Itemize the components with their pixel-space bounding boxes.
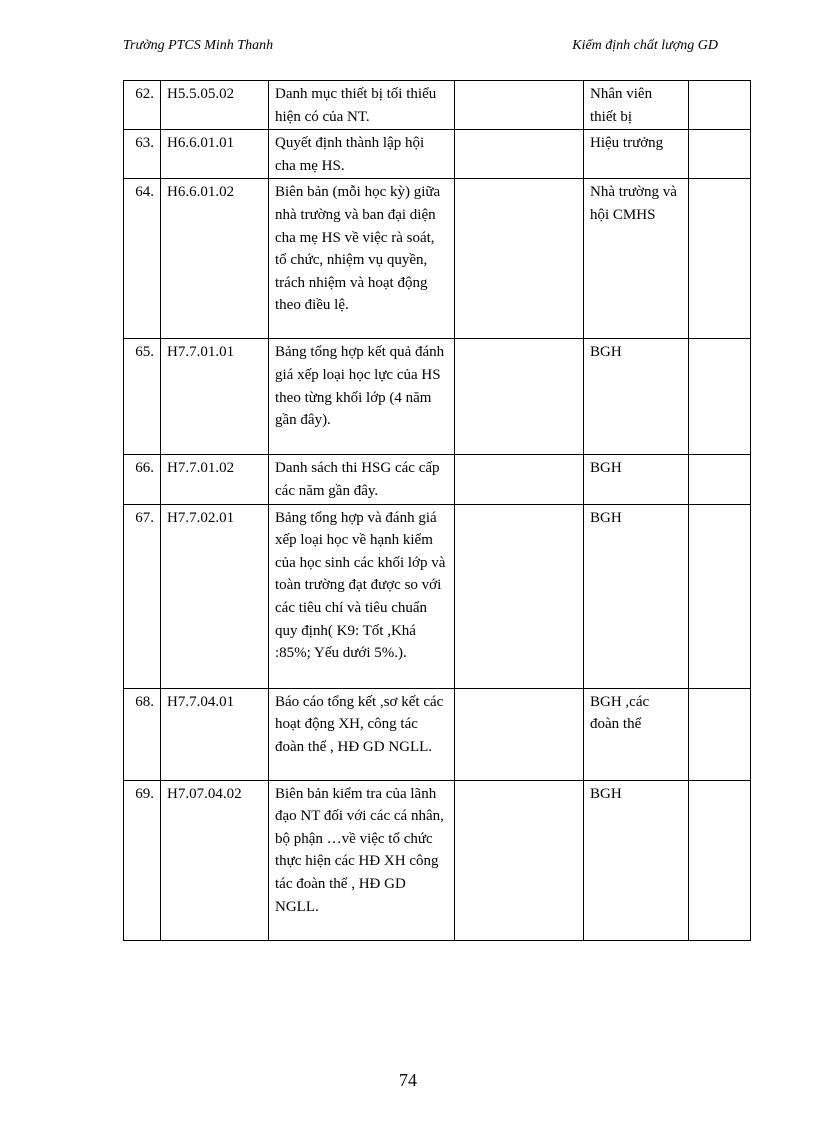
evidence-code: H6.6.01.02: [161, 179, 269, 339]
evidence-code: H7.07.04.02: [161, 780, 269, 940]
table-row: [124, 504, 751, 688]
evidence-note: [455, 339, 584, 455]
evidence-code: H7.7.04.01: [161, 688, 269, 780]
row-number: 68.: [124, 688, 161, 780]
evidence-code: H7.7.01.02: [161, 455, 269, 504]
evidence-note: [455, 130, 584, 179]
row-number: 66.: [124, 455, 161, 504]
page-number: 74: [399, 1070, 417, 1090]
evidence-source: BGH: [584, 455, 689, 504]
evidence-description: Bảng tổng hợp kết quả đánh giá xếp loại học lực của HS theo từng khối lớp (4 năm gần đây).: [269, 339, 455, 455]
evidence-note: [455, 179, 584, 339]
evidence-source: BGH: [584, 504, 689, 688]
evidence-source: Nhân viên thiết bị: [584, 81, 689, 130]
evidence-extra: [689, 130, 751, 179]
evidence-code: H7.7.01.01: [161, 339, 269, 455]
row-number: 67.: [124, 504, 161, 688]
table-row: [124, 179, 751, 339]
evidence-description: Báo cáo tổng kết ,sơ kết các hoạt động XH, công tác đoàn thể , HĐ GD NGLL.: [269, 688, 455, 780]
evidence-description: Danh sách thi HSG các cấp các năm gần đây.: [269, 455, 455, 504]
table-row: [124, 130, 751, 179]
header-school-name: Trường PTCS Minh Thanh: [123, 38, 274, 53]
evidence-note: [455, 688, 584, 780]
table-row: [124, 455, 751, 504]
evidence-extra: [689, 504, 751, 688]
table-row: [124, 81, 751, 130]
header-document-title: Kiểm định chất lượng GD: [572, 38, 718, 53]
table-row: [124, 339, 751, 455]
evidence-note: [455, 504, 584, 688]
row-number: 69.: [124, 780, 161, 940]
evidence-table: [123, 80, 751, 941]
evidence-source: BGH ,các đoàn thể: [584, 688, 689, 780]
evidence-description: Danh mục thiết bị tối thiểu hiện có của NT.: [269, 81, 455, 130]
evidence-extra: [689, 780, 751, 940]
evidence-extra: [689, 81, 751, 130]
evidence-source: BGH: [584, 780, 689, 940]
evidence-description: Quyết định thành lập hội cha mẹ HS.: [269, 130, 455, 179]
row-number: 62.: [124, 81, 161, 130]
evidence-source: Hiệu trưởng: [584, 130, 689, 179]
row-number: 64.: [124, 179, 161, 339]
evidence-extra: [689, 455, 751, 504]
table-row: [124, 780, 751, 940]
evidence-description: Biên bản (mỗi học kỳ) giữa nhà trường và ban đại diện cha mẹ HS về việc rà soát, tổ chức, nhiệm vụ quyền, trách nhiệm và hoạt động theo điều lệ.: [269, 179, 455, 339]
evidence-note: [455, 780, 584, 940]
evidence-extra: [689, 179, 751, 339]
evidence-extra: [689, 688, 751, 780]
evidence-description: Bảng tổng hợp và đánh giá xếp loại học về hạnh kiểm của học sinh các khối lớp và toàn trường đạt được so với các tiêu chí và tiêu chuẩn quy định( K9: Tốt ,Khá :85%; Yếu dưới 5%.).: [269, 504, 455, 688]
evidence-extra: [689, 339, 751, 455]
evidence-source: BGH: [584, 339, 689, 455]
row-number: 65.: [124, 339, 161, 455]
page-header: [123, 38, 718, 58]
evidence-code: H7.7.02.01: [161, 504, 269, 688]
evidence-code: H6.6.01.01: [161, 130, 269, 179]
row-number: 63.: [124, 130, 161, 179]
evidence-description: Biên bản kiểm tra của lãnh đạo NT đối với các cá nhân, bộ phận …về việc tổ chức thực hiện các HĐ XH công tác đoàn thể , HĐ GD NGLL.: [269, 780, 455, 940]
evidence-code: H5.5.05.02: [161, 81, 269, 130]
evidence-note: [455, 455, 584, 504]
evidence-note: [455, 81, 584, 130]
evidence-source: Nhà trường và hội CMHS: [584, 179, 689, 339]
table-row: [124, 688, 751, 780]
